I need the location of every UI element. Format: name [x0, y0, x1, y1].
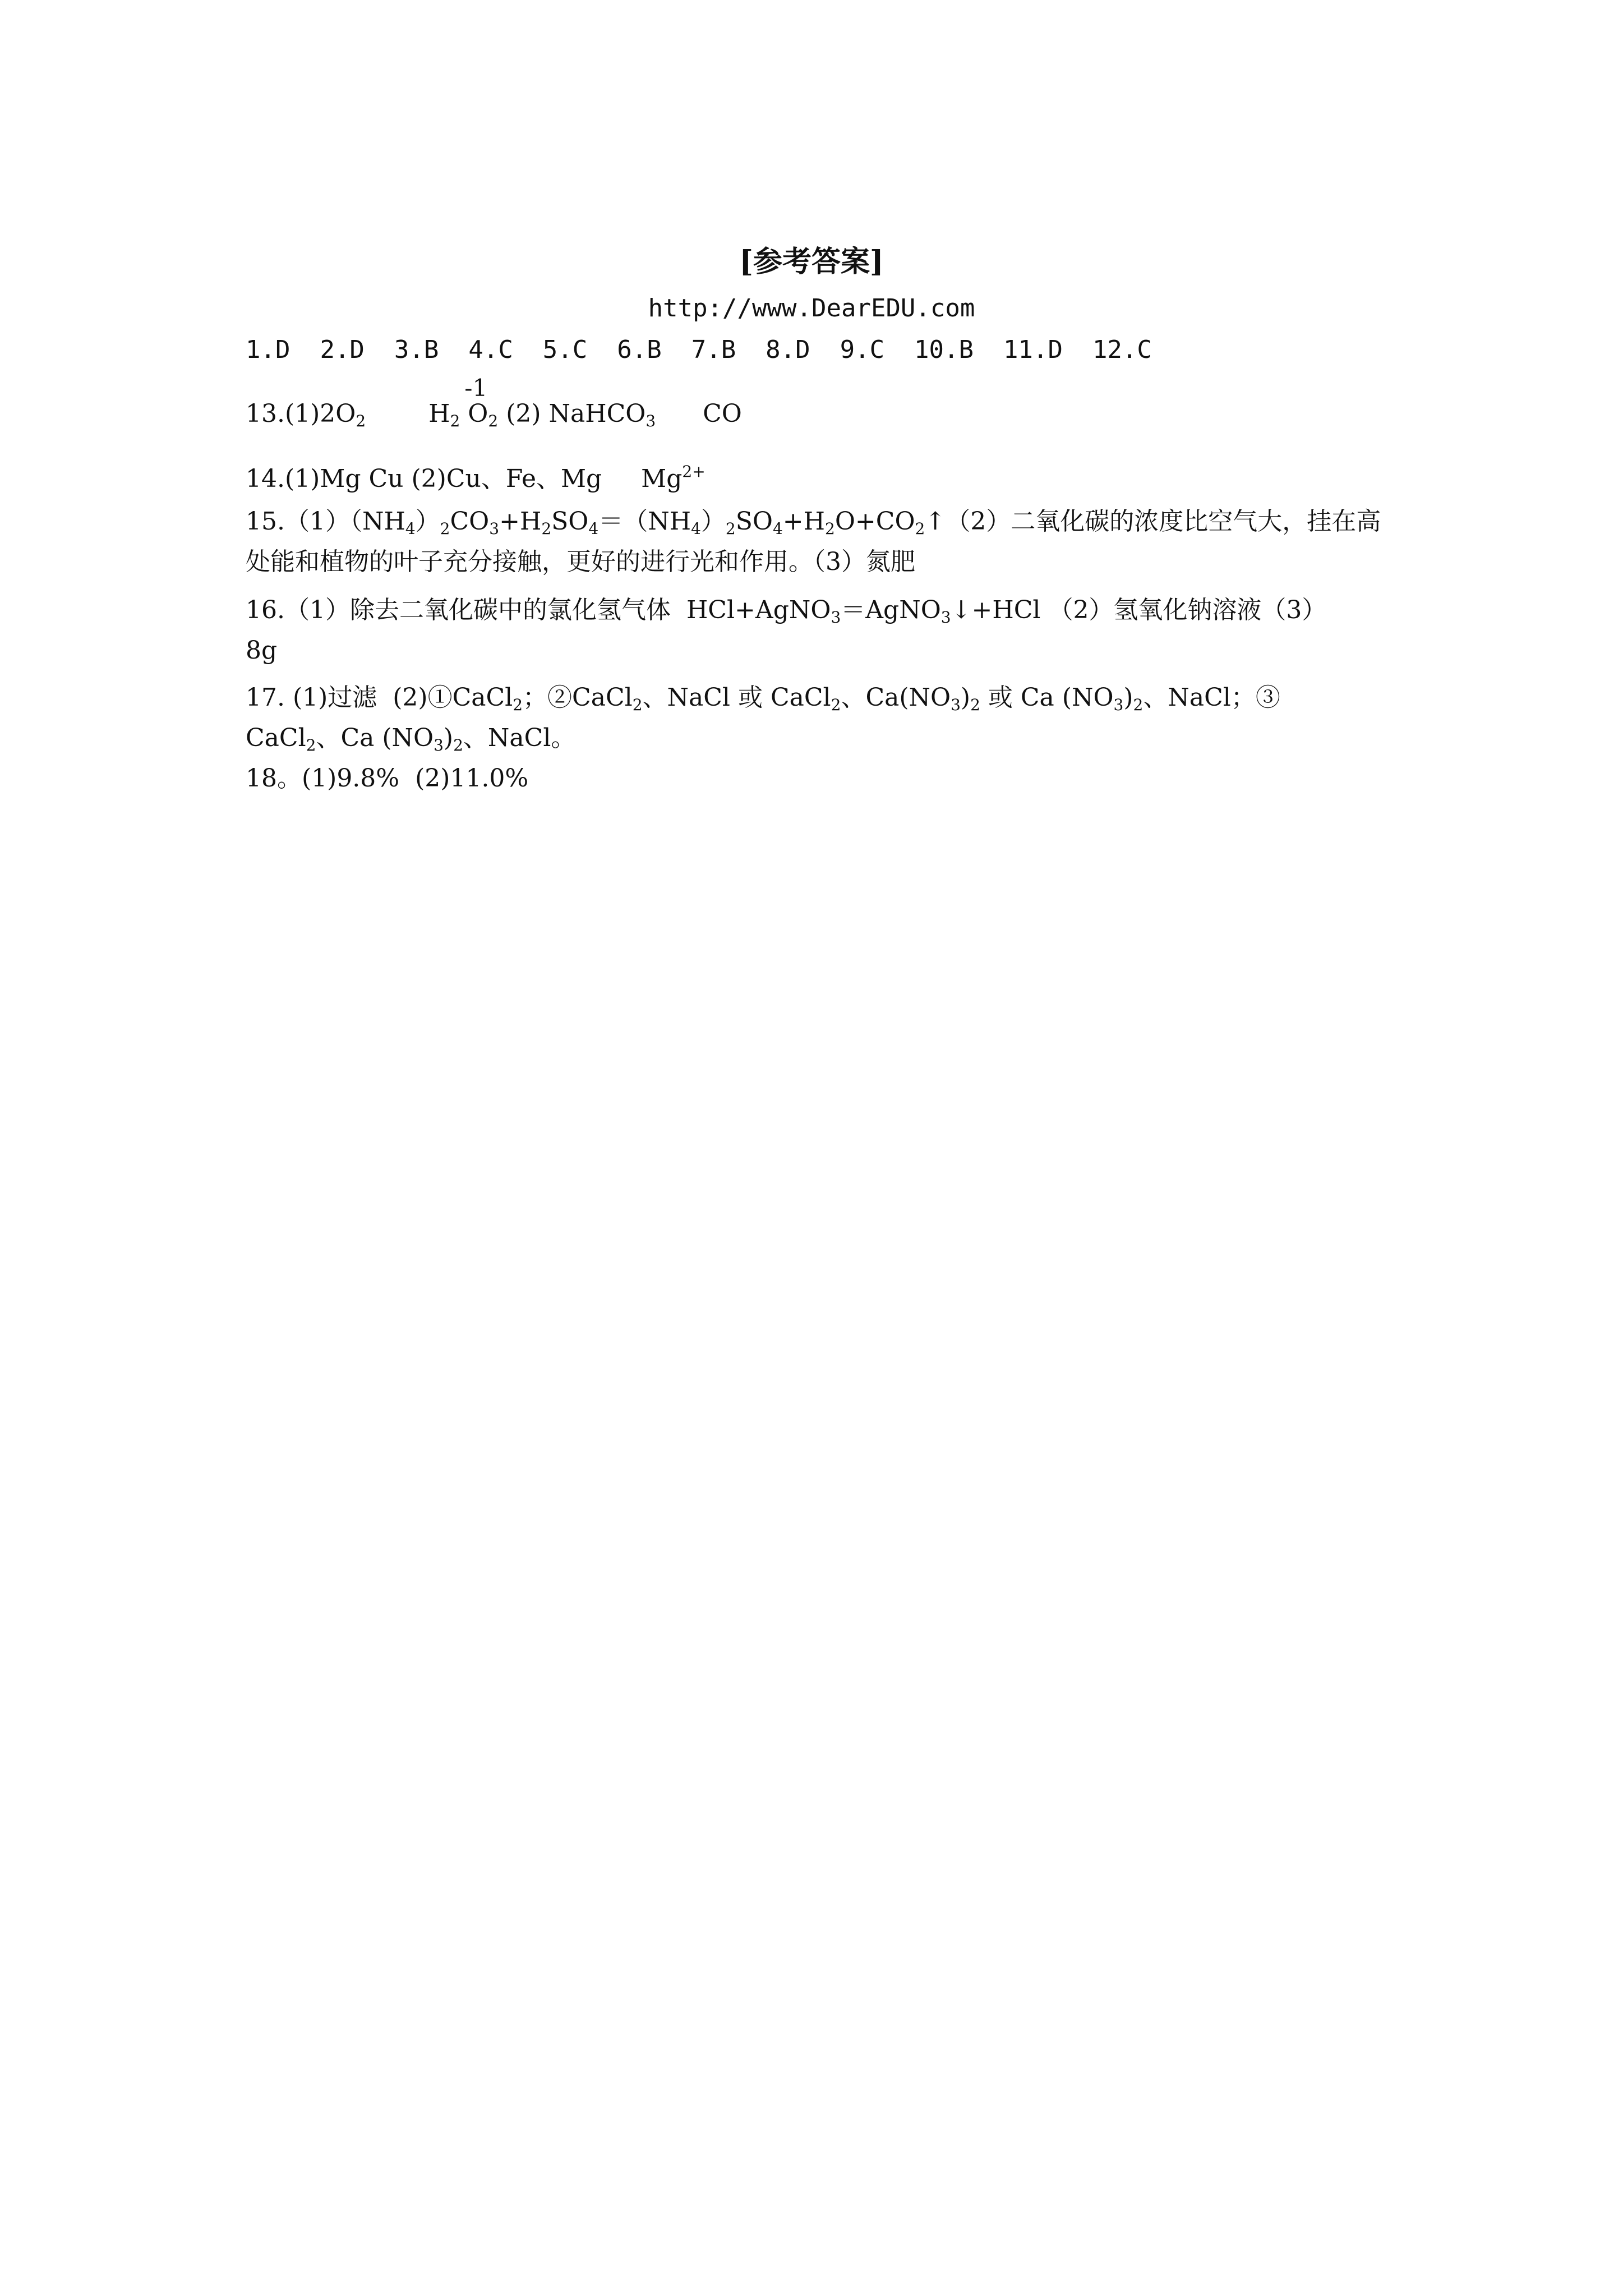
answer-line-14: 14.(1)Mg Cu (2)Cu、Fe、Mg $Mg^{2+}$ — [246, 462, 706, 493]
page-title: [参考答案] — [739, 245, 884, 279]
valence-marked-oxygen: -1 O — [468, 396, 488, 432]
answer-line-16-continued: 8g — [246, 636, 278, 665]
answer-line-17: 17. (1)过滤 (2)①CaCl$_2$；②CaCl$_2$、NaCl 或 CaCl$_2$、$Ca(NO_3)_2$ 或 Ca $(NO_3)_2$、NaCl；③ — [246, 683, 1280, 714]
answer-line-15-continued: 处能和植物的叶子充分接触，更好的进行光和作用。（3）氮肥 — [246, 547, 915, 576]
answer-line-16: 16.（1）除去二氧化碳中的氯化氢气体 HCl+AgNO$_3$＝AgNO$_3$↓+HCl （2）氢氧化钠溶液（3） — [246, 596, 1327, 627]
answer-line-18: 18。(1)9.8% (2)11.0% — [246, 764, 529, 793]
answer-line-multiple-choice: 1.D 2.D 3.B 4.C 5.C 6.B 7.B 8.D 9.C 10.B 11.D 12.C — [246, 335, 1152, 364]
answer-line-13: $13.(1)2O_2$ $H_2$ -1 $O_2$ (2) NaHCO$_3$ CO — [246, 396, 1395, 432]
answer-line-15: $15.(1)(NH_4)_2CO_3+H_2SO_4=(NH_4)_2SO_4+H_2O+CO_2↑(2)$二氧化碳的浓度比空气大，挂在高 — [246, 507, 1381, 538]
valence-label: -1 — [464, 374, 488, 402]
answer-line-17-continued: CaCl$_2$、Ca $(NO_3)_2$、NaCl。 — [246, 724, 576, 754]
source-url: http://www.DearEDU.com — [648, 294, 975, 323]
